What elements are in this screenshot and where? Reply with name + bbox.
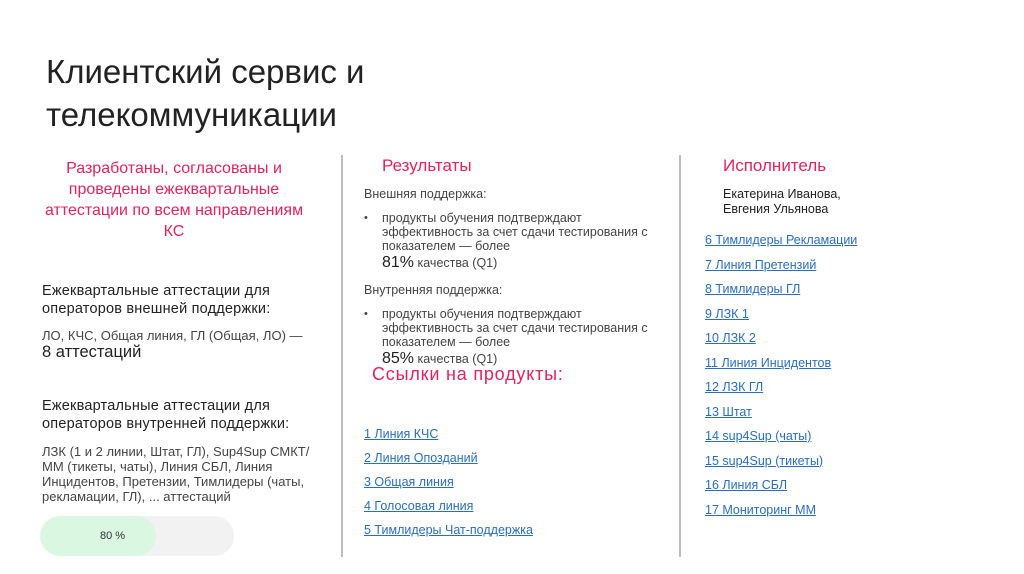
external-support-label: Внешняя поддержка: [364,187,487,201]
product-link[interactable]: 3 Общая линия [364,475,454,489]
product-link[interactable]: 6 Тимлидеры Рекламации [705,233,858,247]
internal-attestation-heading: Ежеквартальные аттестации для операторов внутренней поддержки: [42,398,290,432]
column-divider-right [679,155,681,557]
column-divider-left [341,155,343,557]
result-percentage: 81% [382,254,415,271]
result-bullet-text: продукты обучения подтверждают эффективность за счет сдачи тестирования с показателем — более [382,211,648,253]
progress-label: 80 % [99,530,126,542]
executor-heading: Исполнитель [723,156,827,175]
title-line-1: Клиентский сервис и [46,53,365,90]
bullet-icon: • [364,212,368,224]
product-link[interactable]: 13 Штат [705,404,752,419]
internal-support-label: Внутренняя поддержка: [364,283,503,297]
product-link[interactable]: 10 ЛЗК 2 [705,331,756,345]
results-column [364,155,664,369]
result-bullet-external [364,211,664,273]
product-link[interactable]: 15 sup4Sup (тикеты) [705,453,824,468]
result-percentage: 85% [382,350,415,367]
product-link[interactable]: 16 Линия СБЛ [705,478,788,492]
bullet-icon: • [364,308,368,320]
external-attestation-heading: Ежеквартальные аттестации для операторов внешней поддержки: [42,283,271,317]
external-attestation-body [42,327,310,361]
product-link[interactable]: 7 Линия Претензий [705,257,817,272]
product-link[interactable]: 11 Линия Инцидентов [705,355,832,370]
product-link[interactable]: 14 sup4Sup (чаты) [705,429,812,443]
product-link[interactable]: 1 Линия КЧС [364,427,439,441]
results-heading: Результаты [382,156,472,175]
product-link[interactable]: 12 ЛЗК ГЛ [705,380,764,394]
page-title [46,50,566,136]
executor-links-list [705,233,857,527]
left-lead-text: Разработаны, согласованы и проведены ежеквартальные аттестации по всем направлениям КС [44,160,304,240]
product-link[interactable]: 8 Тимлидеры ГЛ [705,282,801,296]
product-link[interactable]: 5 Тимлидеры Чат-поддержка [364,523,533,537]
product-link[interactable]: 4 Голосовая линия [364,499,474,513]
result-bullet-text: продукты обучения подтверждают эффективность за счет сдачи тестирования с показателем — более [382,307,648,349]
result-bullet-internal [364,307,664,369]
product-link[interactable]: 17 Мониторинг ММ [705,502,816,517]
executor-column [705,155,955,217]
result-bullet-tail: качества (Q1) [417,352,498,366]
product-links-list [364,427,533,547]
executor-name: Евгения Ульянова [723,202,829,216]
external-attestation-count: 8 аттестаций [42,343,142,361]
external-attestation-list: ЛО, КЧС, Общая линия, ГЛ (Общая, ЛО) — [42,328,303,343]
slide-progress-bar [40,516,234,556]
product-link[interactable]: 2 Линия Опозданий [364,451,478,465]
executor-names [723,187,955,217]
left-column [38,158,310,520]
internal-attestation-body: ЛЗК (1 и 2 линии, Штат, ГЛ), Sup4Sup СМКТ/ММ (тикеты, чаты), Линия СБЛ, Линия Инцидентов, Претензии, Тимлидеры (чаты, рекламации, ГЛ), ... аттестаций [42,444,310,504]
result-bullet-tail: качества (Q1) [417,256,498,270]
product-links-heading: Ссылки на продукты: [372,364,564,384]
title-line-2: телекоммуникации [46,96,337,133]
product-link[interactable]: 9 ЛЗК 1 [705,306,749,321]
executor-name: Екатерина Иванова, [723,187,841,201]
